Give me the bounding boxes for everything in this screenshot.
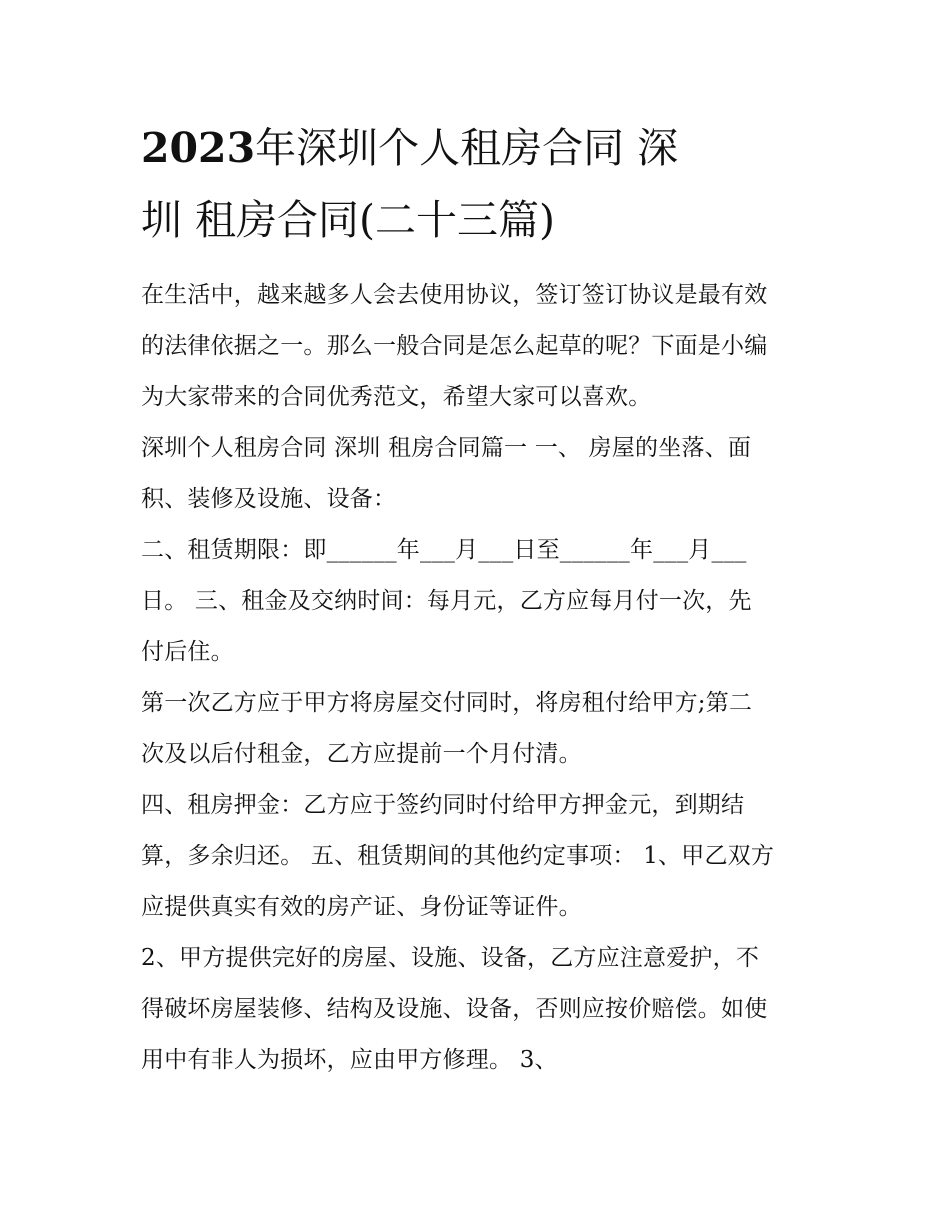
text-line: 为大家带来的合同优秀范文，希望大家可以喜欢。 [141, 384, 652, 410]
text-line: 得破坏房屋装修、结构及设施、设备，否则应按价赔偿。如使 [141, 996, 768, 1022]
text-line: 付后住。 [141, 639, 234, 665]
paragraph-section-1 [141, 423, 821, 525]
paragraph-intro [141, 270, 821, 423]
text-line: 深圳个人租房合同 深圳 租房合同篇一 一、 房屋的坐落、面 [141, 435, 752, 461]
text-line: 2、甲方提供完好的房屋、设施、设备，乙方应注意爱护，不 [141, 945, 760, 971]
text-line: 四、租房押金：乙方应于签约同时付给甲方押金元，到期结 [141, 792, 745, 818]
text-line: 用中有非人为损坏，应由甲方修理。 3、 [141, 1047, 558, 1073]
text-line: 二、租赁期限：即______年___月___日至______年___月___ [141, 537, 747, 563]
text-line: 算，多余归还。 五、租赁期间的其他约定事项： 1、甲乙双方 [141, 843, 775, 869]
text-line: 日。 三、租金及交纳时间：每月元，乙方应每月付一次，先 [141, 588, 752, 614]
document-body [141, 112, 821, 1086]
text-line: 应提供真实有效的房产证、身份证等证件。 [141, 894, 582, 920]
text-line: 在生活中，越来越多人会去使用协议，签订签订协议是最有效 [141, 282, 768, 308]
text-line: 次及以后付租金，乙方应提前一个月付清。 [141, 741, 582, 767]
title-line-1 [141, 112, 821, 184]
text-line: 第一次乙方应于甲方将房屋交付同时，将房租付给甲方;第二 [141, 690, 753, 716]
title-line-1-text: 年深圳个人租房合同 深 [255, 124, 679, 172]
paragraph-first-payment [141, 678, 821, 780]
paragraph-deposit [141, 780, 821, 933]
paragraph-facilities [141, 933, 821, 1086]
paragraph-lease-term [141, 525, 821, 678]
title-year: 2023 [141, 124, 256, 172]
text-line: 积、装修及设施、设备： [141, 486, 397, 512]
document-title [141, 112, 821, 256]
title-line-2: 圳 租房合同(二十三篇) [141, 196, 556, 244]
text-line: 的法律依据之一。那么一般合同是怎么起草的呢？下面是小编 [141, 333, 768, 359]
